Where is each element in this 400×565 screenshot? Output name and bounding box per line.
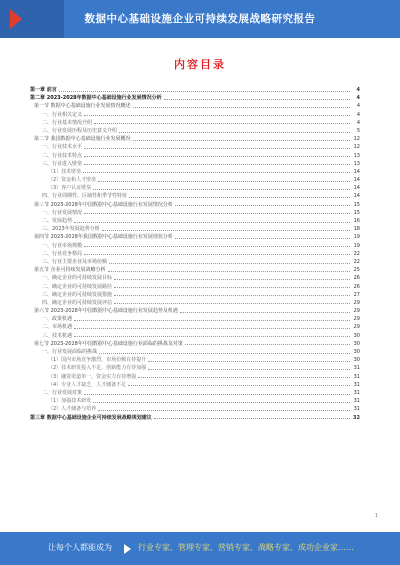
dot-leader xyxy=(154,418,350,419)
toc-entry[interactable] xyxy=(30,176,360,184)
dot-leader xyxy=(114,295,350,296)
toc-entry-page: 4 xyxy=(356,87,360,93)
toc-entry-title: 三、行业进入壁垒 xyxy=(42,160,83,167)
dot-leader xyxy=(84,115,350,116)
toc-entry-page: 4 xyxy=(356,95,360,102)
toc-entry[interactable] xyxy=(30,127,360,135)
toc-entry-page: 32 xyxy=(353,414,360,421)
toc-entry[interactable] xyxy=(30,381,360,389)
toc-entry-title: 一、行业相关定义 xyxy=(42,111,83,118)
toc-entry[interactable] xyxy=(30,315,360,323)
toc-entry[interactable] xyxy=(30,250,360,258)
toc-entry-title: 第二章 2023-2028年数据中心基础设施行业发展情况分析 xyxy=(30,95,162,102)
toc-entry-title: 第二节 我国数据中心基础设施行业发展概况 xyxy=(34,136,131,143)
toc-entry[interactable] xyxy=(30,364,360,372)
toc-entry-title: （2）资金和人才壁垒 xyxy=(48,177,97,184)
report-title: 数据中心基础设施企业可持续发展战略研究报告 xyxy=(84,13,316,25)
toc-entry-title: 二、确定企业的可持续发展路径 xyxy=(42,283,113,290)
dot-leader xyxy=(83,172,350,173)
toc-entry-page: 14 xyxy=(353,168,360,175)
dot-leader xyxy=(138,377,350,378)
toc-entry-title: （2）技术研发投入不足，创新能力有待加强 xyxy=(48,365,147,372)
toc-entry[interactable] xyxy=(30,201,360,209)
toc-entry-page: 29 xyxy=(353,316,360,323)
toc-entry-page: 4 xyxy=(356,119,360,126)
toc-entry-title: 一、行业发展面临的挑战 xyxy=(42,349,98,355)
toc-heading: 内容目录 xyxy=(174,58,226,71)
toc-entry-page: 30 xyxy=(353,340,360,347)
dot-leader xyxy=(74,222,350,223)
toc-entry-page: 19 xyxy=(353,234,360,241)
dot-leader xyxy=(185,344,350,345)
toc-entry-page: 12 xyxy=(353,136,360,143)
dot-leader xyxy=(148,361,350,362)
toc-entry-title: 一、政策机遇 xyxy=(42,316,73,323)
toc-entry-title: 第一章 前言 xyxy=(30,87,57,93)
toc-entry-page: 15 xyxy=(353,209,360,216)
dot-leader xyxy=(74,336,350,337)
toc-entry-page: 27 xyxy=(353,291,360,298)
toc-entry-page: 13 xyxy=(353,160,360,167)
arrow-right-icon xyxy=(124,544,131,554)
toc-entry[interactable] xyxy=(30,94,360,102)
toc-entry-page: 29 xyxy=(353,299,360,306)
dot-leader xyxy=(175,238,350,239)
toc-entry[interactable] xyxy=(30,242,360,250)
toc-entry-page: 31 xyxy=(353,398,360,405)
toc-entry-page: 12 xyxy=(353,144,360,151)
toc-entry-title: 一、确定企业的可持续发展目标 xyxy=(42,275,113,282)
toc-entry-page: 14 xyxy=(353,185,360,192)
toc-entry-title: 三、行业发展历程及历史意义介绍 xyxy=(42,127,118,134)
dot-leader xyxy=(84,148,350,149)
toc-entry[interactable] xyxy=(30,119,360,127)
toc-entry[interactable] xyxy=(30,184,360,192)
toc-entry-title: （4）专业人才缺乏，人才储备不足 xyxy=(48,381,127,388)
toc-entry-title: 一、行业市场规模 xyxy=(42,242,83,249)
toc-entry-page: 30 xyxy=(353,332,360,339)
toc-entry-page: 22 xyxy=(353,250,360,257)
toc-entry-page: 31 xyxy=(353,373,360,380)
toc-entry[interactable] xyxy=(30,389,360,397)
toc-entry-page: 14 xyxy=(353,193,360,200)
page-header xyxy=(0,0,400,38)
toc-entry-title: 二、行业基本情况介绍 xyxy=(42,119,93,126)
toc-entry[interactable] xyxy=(30,135,360,143)
toc-entry-page: 30 xyxy=(353,357,360,364)
dot-leader xyxy=(84,246,350,247)
toc-entry-page: 29 xyxy=(353,324,360,331)
dot-leader xyxy=(129,197,350,198)
toc-entry-title: （1）国内市场竞争激烈，市场份额有待提升 xyxy=(48,357,147,364)
dot-leader xyxy=(94,123,350,124)
toc-entry-title: 三、技术机遇 xyxy=(42,332,73,339)
toc-entry-title: （3）客户认证壁垒 xyxy=(48,185,92,192)
toc-entry-title: 二、行业竞争格局 xyxy=(42,250,83,257)
toc-entry[interactable] xyxy=(30,405,360,413)
toc-entry[interactable] xyxy=(30,143,360,151)
dot-leader xyxy=(119,132,350,133)
toc-entry-page: 16 xyxy=(353,218,360,224)
toc-entry-title: （3）融资渠道单一，资金实力有待增强 xyxy=(48,373,137,380)
dot-leader xyxy=(164,99,350,100)
dot-leader xyxy=(93,189,350,190)
toc-entry-title: 一、行业技术水平 xyxy=(42,144,83,151)
dot-leader xyxy=(74,320,350,321)
toc-entry-page: 13 xyxy=(353,152,360,159)
toc-entry[interactable] xyxy=(30,274,360,282)
toc-entry-title: 二、市场机遇 xyxy=(42,324,73,331)
toc-entry-page: 5 xyxy=(356,127,360,134)
toc-entry-title: 二、行业发展对策 xyxy=(42,389,83,396)
toc-entry[interactable] xyxy=(30,225,360,233)
toc-entry-page: 19 xyxy=(353,242,360,249)
toc-entry[interactable] xyxy=(30,414,360,422)
toc-entry-title: 第五节 企业可持续发展战略分析 xyxy=(34,267,106,274)
toc-entry[interactable] xyxy=(30,233,360,241)
dot-leader xyxy=(180,312,350,313)
toc-entry-title: 第六节 2023-2028年中国数据中心基础设施行业发展趋势及机遇 xyxy=(34,308,178,315)
dot-leader xyxy=(98,181,350,182)
toc-entry-page: 31 xyxy=(353,406,360,413)
toc-entry-title: 第四节 2023-2028年我国数据中心基础设施行业发展现状分析 xyxy=(34,234,173,241)
toc-entry[interactable] xyxy=(30,373,360,381)
toc-entry-page: 25 xyxy=(353,267,360,274)
toc-entry-title: 一、行业发展情况 xyxy=(42,209,83,216)
toc-entry[interactable] xyxy=(30,323,360,331)
toc-entry[interactable] xyxy=(30,160,360,168)
dot-leader xyxy=(148,369,350,370)
dot-leader xyxy=(128,385,350,386)
dot-leader xyxy=(84,164,350,165)
toc-entry[interactable] xyxy=(30,152,360,160)
dot-leader xyxy=(108,271,350,272)
toc-entry-title: 三、确定企业的可持续发展措施 xyxy=(42,291,113,298)
toc-entry[interactable] xyxy=(30,397,360,405)
toc-entry-page: 26 xyxy=(353,275,360,282)
dot-leader xyxy=(99,353,350,354)
toc-entry-page: 30 xyxy=(353,349,360,355)
dot-leader xyxy=(84,254,350,255)
toc-entry[interactable] xyxy=(30,192,360,200)
toc-entry[interactable] xyxy=(30,258,360,266)
toc-entry-title: 二、发展趋势 xyxy=(42,218,73,224)
toc-entry-page: 14 xyxy=(353,177,360,184)
toc-entry[interactable] xyxy=(30,209,360,217)
dot-leader xyxy=(109,263,350,264)
toc-entry-title: 第一节 数据中心基础设施行业发展情况概述 xyxy=(34,103,131,110)
toc-entry[interactable] xyxy=(30,102,360,110)
toc-entry-page: 26 xyxy=(353,283,360,290)
toc-entry[interactable] xyxy=(30,283,360,291)
toc-entry-page: 18 xyxy=(353,226,360,233)
toc-entry-title: （1）加强技术研发 xyxy=(48,398,92,405)
toc-entry[interactable] xyxy=(30,307,360,315)
footer-slogan-left: 让每个人都能成为 xyxy=(48,543,112,552)
dot-leader xyxy=(93,402,350,403)
toc-entry[interactable] xyxy=(30,356,360,364)
toc-entry-title: 二、行业技术特点 xyxy=(42,152,83,159)
toc-entry-page: 31 xyxy=(353,365,360,372)
toc-entry-title: （2）人才储备与培养 xyxy=(48,406,97,413)
toc-entry-page: 15 xyxy=(353,201,360,208)
page-footer xyxy=(0,532,400,565)
toc-entry[interactable] xyxy=(30,332,360,340)
dot-leader xyxy=(84,213,350,214)
toc-entry-page: 29 xyxy=(353,308,360,315)
dot-leader xyxy=(114,279,350,280)
toc-entry-title: 四、行业周期性、区域性和季节性特征 xyxy=(42,193,128,200)
toc-entry-title: 第三章 数据中心基础设施企业可持续发展战略规划建议 xyxy=(30,414,152,421)
dot-leader xyxy=(98,410,350,411)
toc-entry[interactable] xyxy=(30,86,360,94)
toc-entry[interactable] xyxy=(30,168,360,176)
page-number: 1 xyxy=(374,513,378,519)
toc-entry-title: 第七节 2023-2028年中国数据中心基础设施行业面临的挑战及对策 xyxy=(34,340,183,347)
table-of-contents xyxy=(30,86,360,422)
footer-slogan-right: 行业专家、管理专家、营销专家、战略专家、成功企业家…… xyxy=(138,543,354,552)
toc-entry[interactable] xyxy=(30,266,360,274)
toc-entry-title: 四、确定企业的可持续发展评估 xyxy=(42,299,113,306)
dot-leader xyxy=(84,156,350,157)
dot-leader xyxy=(114,287,350,288)
toc-entry-page: 31 xyxy=(353,389,360,396)
dot-leader xyxy=(59,91,350,92)
toc-entry[interactable] xyxy=(30,111,360,119)
toc-entry[interactable] xyxy=(30,348,360,356)
toc-entry[interactable] xyxy=(30,299,360,307)
toc-entry-title: 三、行业主要企业及市场份额 xyxy=(42,258,108,265)
toc-entry-page: 4 xyxy=(356,103,360,110)
dot-leader xyxy=(74,328,350,329)
toc-entry-title: 三、2023年发展趋势分析 xyxy=(42,226,100,233)
toc-entry[interactable] xyxy=(30,217,360,225)
toc-entry-title: （1）技术壁垒 xyxy=(48,168,82,175)
dot-leader xyxy=(133,107,350,108)
toc-entry-title: 第三节 2023-2028年中国数据中心基础设施行业发展情况分析 xyxy=(34,201,173,208)
toc-entry[interactable] xyxy=(30,291,360,299)
dot-leader xyxy=(114,303,350,304)
dot-leader xyxy=(175,205,350,206)
toc-entry-page: 31 xyxy=(353,381,360,388)
toc-entry[interactable] xyxy=(30,340,360,348)
toc-entry-page: 4 xyxy=(356,111,360,118)
dot-leader xyxy=(102,230,350,231)
toc-entry-page: 22 xyxy=(353,258,360,265)
dot-leader xyxy=(133,140,350,141)
dot-leader xyxy=(84,394,350,395)
